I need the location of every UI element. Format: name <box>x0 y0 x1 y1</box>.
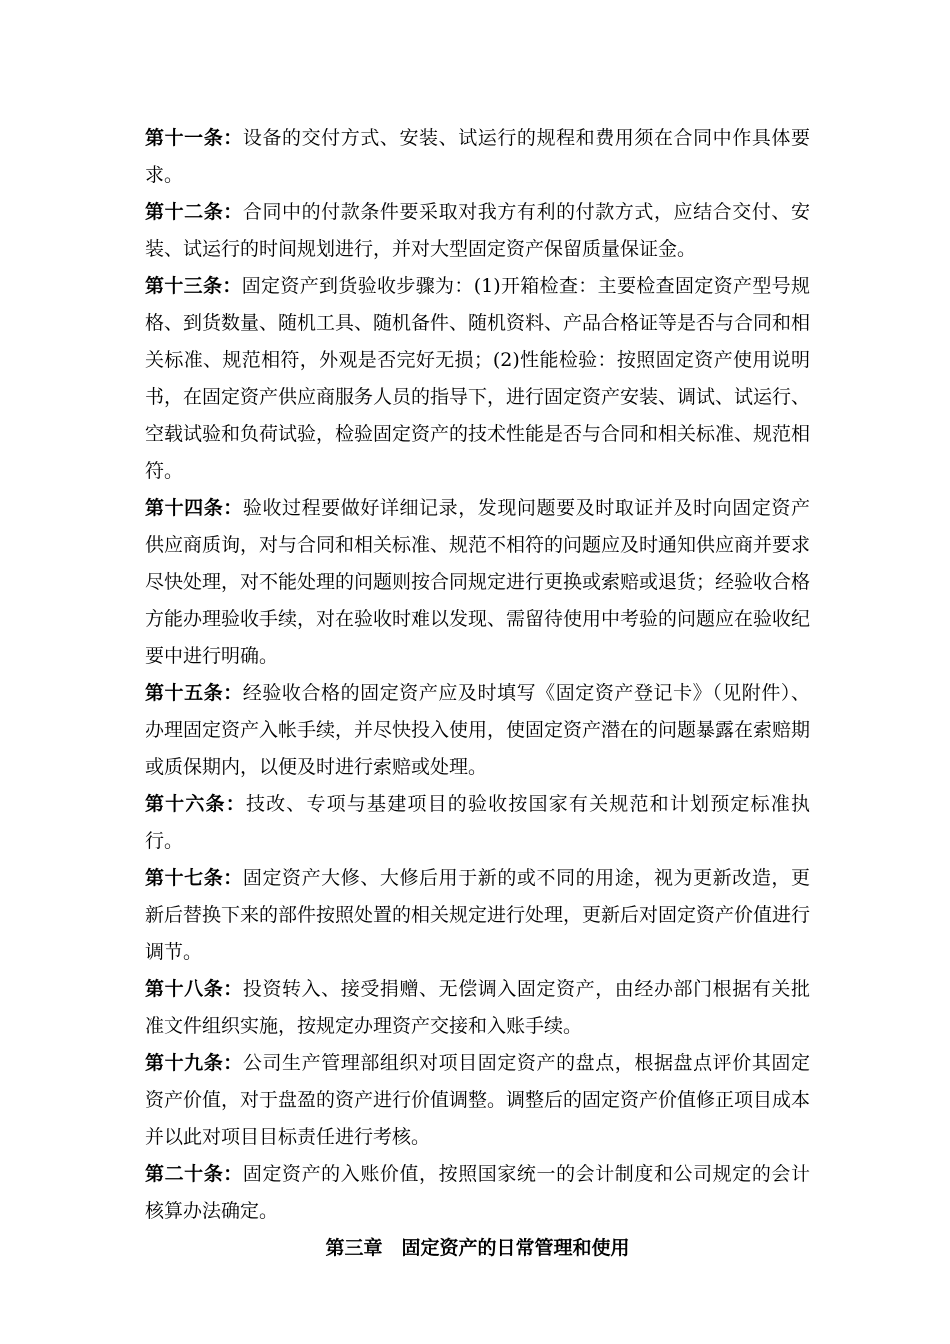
article-text: 设备的交付方式、安装、试运行的规程和费用须在合同中作具体要求。 <box>145 127 810 186</box>
article-number: 第十八条： <box>145 978 243 1000</box>
article-12 <box>145 194 810 268</box>
article-14 <box>145 490 810 675</box>
document-page <box>145 120 810 1267</box>
article-number: 第十六条： <box>145 793 246 815</box>
article-13 <box>145 268 810 490</box>
chapter-heading: 第三章 固定资产的日常管理和使用 <box>325 1237 630 1259</box>
article-20 <box>145 1156 810 1230</box>
article-number: 第十七条： <box>145 867 243 889</box>
article-number: 第十一条： <box>145 127 243 149</box>
article-number: 第十五条： <box>145 682 243 704</box>
article-text: 合同中的付款条件要采取对我方有利的付款方式，应结合交付、安装、试运行的时间规划进行，并对大型固定资产保留质量保证金。 <box>145 201 810 260</box>
article-text: 经验收合格的固定资产应及时填写《固定资产登记卡》（见附件）、办理固定资产入帐手续，并尽快投入使用，使固定资产潜在的问题暴露在索赔期或质保期内，以便及时进行索赔或处理。 <box>145 682 811 778</box>
article-text: 验收过程要做好详细记录，发现问题要及时取证并及时向固定资产供应商质询，对与合同和相关标准、规范不相符的问题应及时通知供应商并要求尽快处理，对不能处理的问题则按合同规定进行更换或索赔或退货；经验收合格方能办理验收手续，对在验收时难以发现、需留待使用中考验的问题应在验收纪要中进行明确。 <box>145 497 811 667</box>
article-text: 固定资产的入账价值，按照国家统一的会计制度和公司规定的会计核算办法确定。 <box>145 1163 810 1222</box>
article-17 <box>145 860 810 971</box>
article-number: 第十三条： <box>145 275 242 297</box>
article-text: 固定资产到货验收步骤为：(1)开箱检查：主要检查固定资产型号规格、到货数量、随机工具、随机备件、随机资料、产品合格证等是否与合同和相关标准、规范相符，外观是否完好无损；(2)性能检验：按照固定资产使用说明书，在固定资产供应商服务人员的指导下，进行固定资产安装、调试、试运行、空载试验和负荷试验，检验固定资产的技术性能是否与合同和相关标准、规范相符。 <box>145 275 811 482</box>
article-text: 技改、专项与基建项目的验收按国家有关规范和计划预定标准执行。 <box>145 793 810 852</box>
article-19 <box>145 1045 810 1156</box>
article-15 <box>145 675 810 786</box>
article-text: 公司生产管理部组织对项目固定资产的盘点，根据盘点评价其固定资产价值，对于盘盈的资产进行价值调整。调整后的固定资产价值修正项目成本并以此对项目目标责任进行考核。 <box>145 1052 811 1148</box>
article-text: 固定资产大修、大修后用于新的或不同的用途，视为更新改造，更新后替换下来的部件按照处置的相关规定进行处理，更新后对固定资产价值进行调节。 <box>145 867 811 963</box>
article-18 <box>145 971 810 1045</box>
article-number: 第十九条： <box>145 1052 243 1074</box>
article-text: 投资转入、接受捐赠、无偿调入固定资产，由经办部门根据有关批准文件组织实施，按规定办理资产交接和入账手续。 <box>145 978 810 1037</box>
article-number: 第二十条： <box>145 1163 243 1185</box>
article-11 <box>145 120 810 194</box>
article-number: 第十四条： <box>145 497 243 519</box>
article-number: 第十二条： <box>145 201 243 223</box>
article-16 <box>145 786 810 860</box>
